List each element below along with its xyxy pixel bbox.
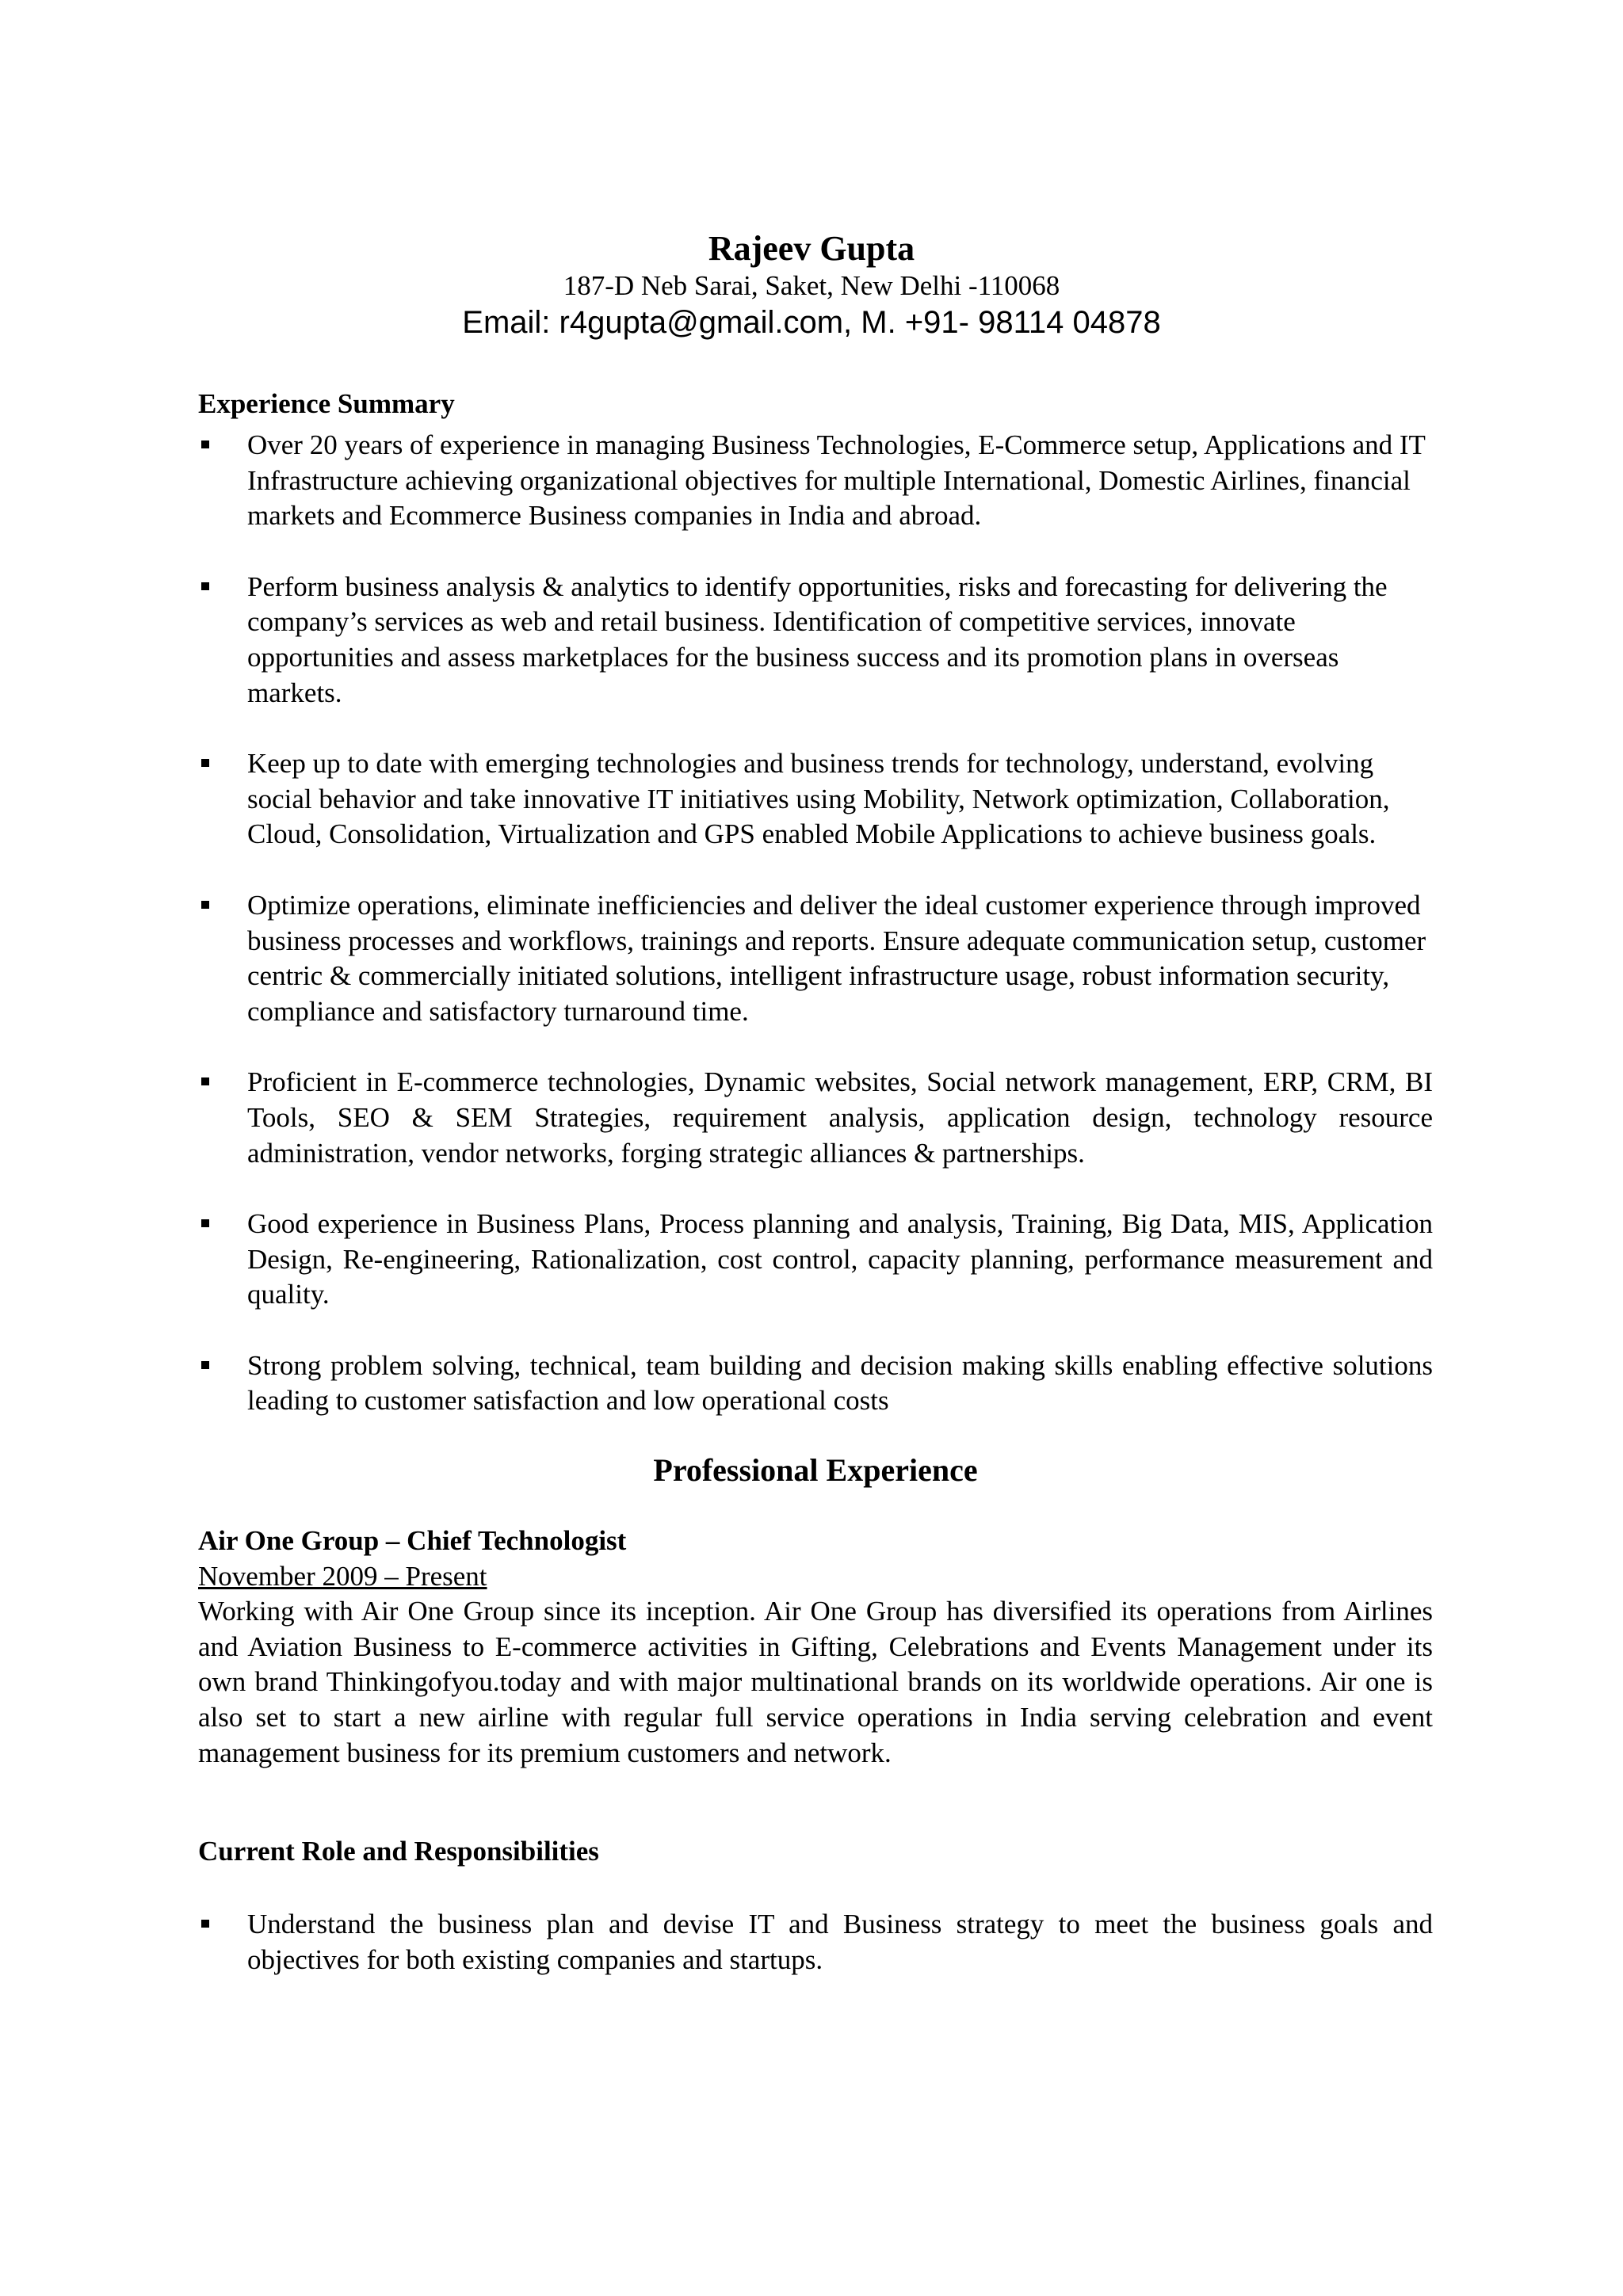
- candidate-contact: Email: r4gupta@gmail.com, M. +91- 98114 04878: [462, 305, 1161, 340]
- summary-item-text: Over 20 years of experience in managing Business Technologies, E-Commerce setup, Applications and IT Infrastructure achieving organizational objectives for multiple International, Domestic Airlines, financial markets and Ecommerce Business companies in India and abroad.: [247, 429, 1426, 532]
- list-item: [198, 570, 1433, 711]
- job-description: Working with Air One Group since its inception. Air One Group has diversified its operations from Airlines and Aviation Business to E-commerce activities in Gifting, Celebrations and Events Management under its own brand Thinkingofyou.today and with major multinational brands on its worldwide operations. Air one is also set to start a new airline with regular full service operations in India serving celebration and event management business for its premium customers and network.: [198, 1596, 1433, 1768]
- square-bullet-icon: [201, 441, 209, 448]
- square-bullet-icon: [201, 901, 209, 909]
- current-role-list: [198, 1907, 1433, 1978]
- list-item: [198, 428, 1433, 534]
- summary-item-text: Perform business analysis & analytics to identify opportunities, risks and forecasting for delivering the company’s services as web and retail business. Identification of competitive services, innovate opportunities and assess marketplaces for the business success and its promotion plans in overseas markets.: [247, 570, 1388, 708]
- list-item: [198, 746, 1433, 852]
- list-item: [198, 888, 1433, 1029]
- square-bullet-icon: [201, 582, 209, 590]
- summary-item-text: Optimize operations, eliminate inefficiencies and deliver the ideal customer experience through improved business processes and workflows, trainings and reports. Ensure adequate communication setup, customer centric & commercially initiated solutions, intelligent infrastructure usage, robust information security, compliance and satisfactory turnaround time.: [247, 889, 1426, 1027]
- list-item: [198, 1207, 1433, 1313]
- square-bullet-icon: [201, 1219, 209, 1227]
- summary-item-text: Proficient in E-commerce technologies, Dynamic websites, Social network management, ERP, CRM, BI Tools, SEO & SEM Strategies, requirement analysis, application design, technology resource administration, vendor networks, forging strategic alliances & partnerships.: [247, 1066, 1433, 1169]
- resume-body: [198, 387, 1433, 1978]
- list-item: [198, 1907, 1433, 1978]
- square-bullet-icon: [201, 759, 209, 767]
- job-dates: November 2009 – Present: [198, 1560, 487, 1592]
- experience-summary-heading: Experience Summary: [198, 388, 455, 419]
- candidate-address: 187-D Neb Sarai, Saket, New Delhi -110068: [563, 270, 1060, 301]
- summary-item-text: Good experience in Business Plans, Process planning and analysis, Training, Big Data, MIS, Application Design, Re-engineering, Rationalization, cost control, capacity planning, performance measurement and quality.: [247, 1208, 1433, 1310]
- candidate-name: Rajeev Gupta: [708, 229, 915, 268]
- job-title: Air One Group – Chief Technologist: [198, 1525, 627, 1557]
- list-item: [198, 1348, 1433, 1419]
- experience-summary-list: [198, 428, 1433, 1419]
- list-item: [198, 1065, 1433, 1171]
- square-bullet-icon: [201, 1361, 209, 1369]
- summary-item-text: Keep up to date with emerging technologies and business trends for technology, understand, evolving social behavior and take innovative IT initiatives using Mobility, Network optimization, Collaboration, Cloud, Consolidation, Virtualization and GPS enabled Mobile Applications to achieve business goals.: [247, 748, 1390, 850]
- square-bullet-icon: [201, 1077, 209, 1085]
- square-bullet-icon: [201, 1920, 209, 1928]
- summary-item-text: Strong problem solving, technical, team building and decision making skills enabling effective solutions leading to customer satisfaction and low operational costs: [247, 1349, 1433, 1417]
- professional-experience-heading: Professional Experience: [653, 1452, 978, 1489]
- current-role-heading: Current Role and Responsibilities: [198, 1836, 599, 1867]
- role-item-text: Understand the business plan and devise IT and Business strategy to meet the business goals and objectives for both existing companies and startups.: [247, 1909, 1433, 1975]
- resume-header: [0, 228, 1623, 342]
